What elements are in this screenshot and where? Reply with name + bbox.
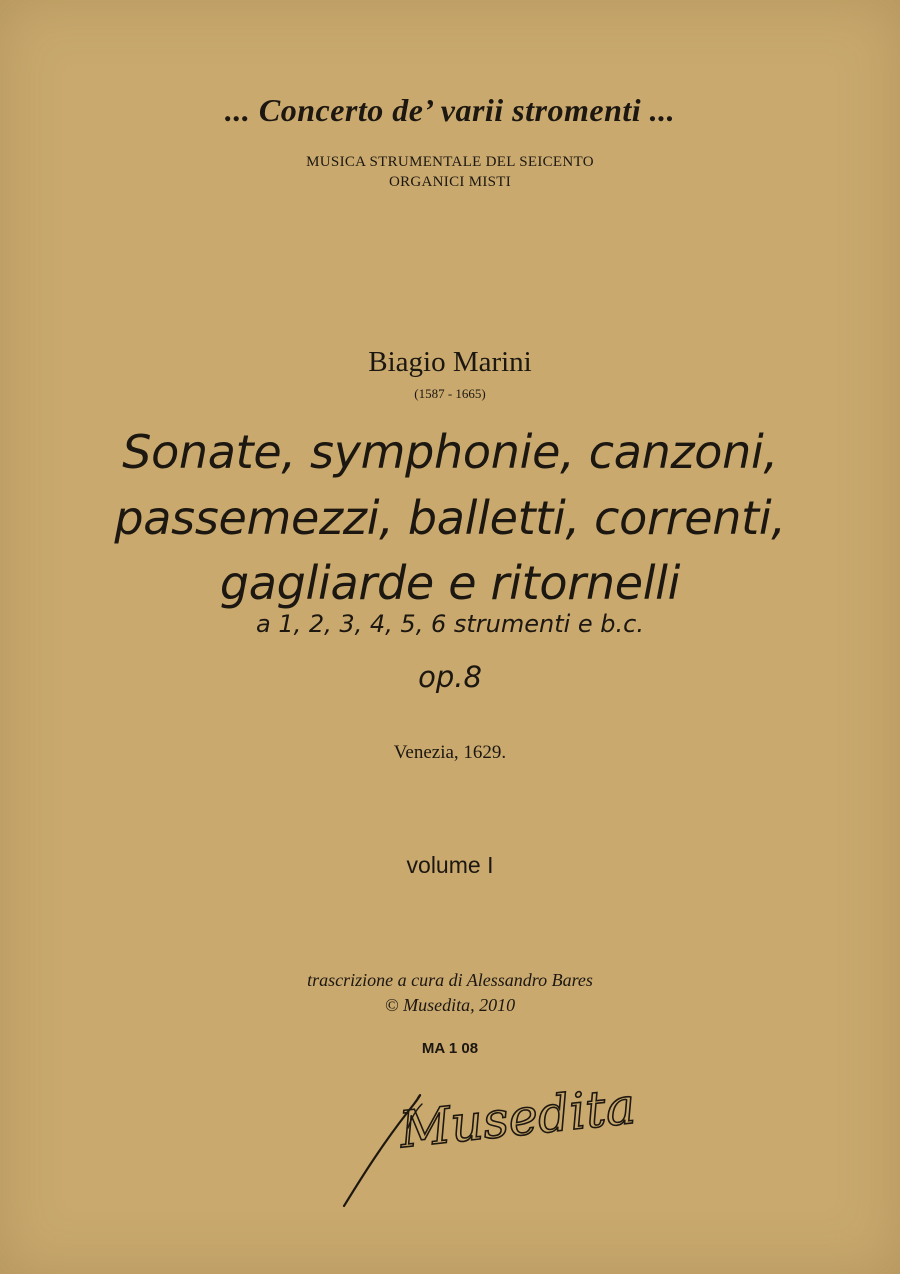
copyright-notice: © Musedita, 2010 [384,995,516,1015]
series-subtitle-ensemble: ORGANICI MISTI [388,174,512,190]
work-title-line-3: gagliarde e ritornelli [219,556,681,610]
transcription-credit: trascrizione a cura di Alessandro Bares [307,970,593,990]
musedita-signature-logo [330,1068,639,1218]
scoring: a 1, 2, 3, 4, 5, 6 strumenti e b.c. [255,610,644,638]
work-title-line-2: passemezzi, balletti, correnti, [114,491,786,545]
series-title: ... Concerto de’ varii stromenti ... [224,92,676,128]
composer-dates: (1587 - 1665) [414,386,486,401]
volume-label: volume I [406,852,494,878]
work-title-line-1: Sonate, symphonie, canzoni, [122,425,778,479]
composer-name: Biagio Marini [368,346,532,378]
opus-number: op.8 [418,660,482,694]
catalog-number: MA 1 08 [421,1040,479,1057]
publication-place-date: Venezia, 1629. [393,742,507,763]
series-subtitle: MUSICA STRUMENTALE DEL SEICENTO [306,154,594,170]
logo-text: Musedita [396,1076,639,1160]
